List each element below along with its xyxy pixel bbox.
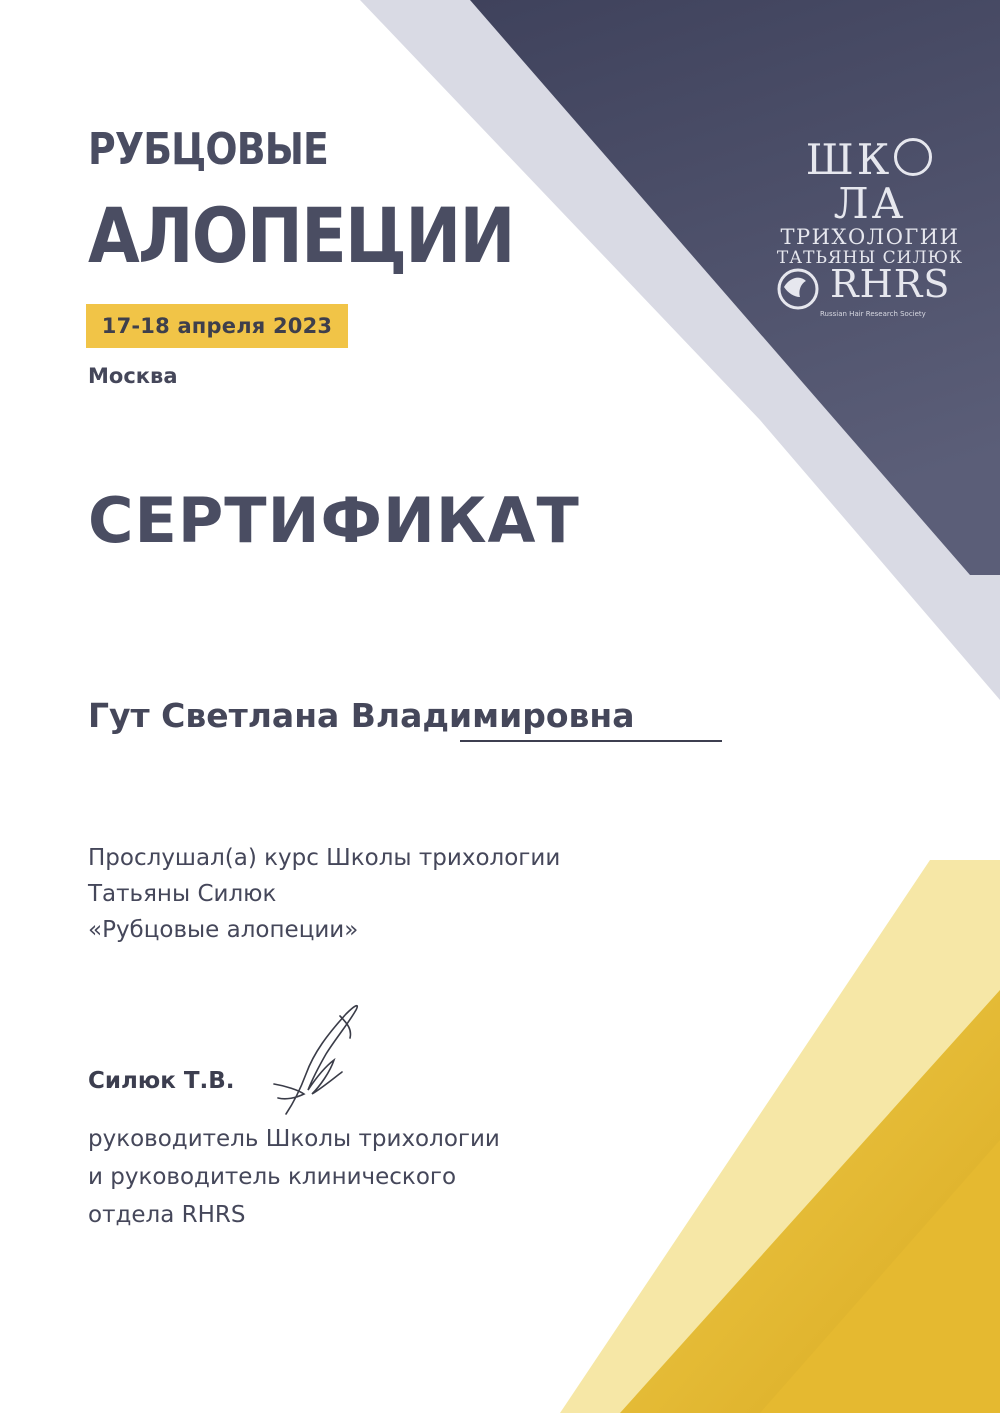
handwritten-signature (256, 994, 376, 1124)
course-line: Прослушал(а) курс Школы трихологии (88, 845, 561, 871)
recipient-underline (460, 740, 722, 742)
course-line: Татьяны Силюк (88, 881, 277, 907)
event-title-line2: АЛОПЕЦИИ (88, 191, 514, 280)
event-date-badge: 17-18 апреля 2023 (86, 304, 348, 348)
signer-role-line: отдела RHRS (88, 1202, 246, 1228)
school-logo-line3: ТАТЬЯНЫ СИЛЮК (776, 248, 964, 269)
school-logo-text-a: ШК (805, 135, 893, 184)
certificate-title: СЕРТИФИКАТ (88, 484, 580, 557)
school-logo-line2: ТРИХОЛОГИИ (780, 225, 960, 250)
signer-name: Силюк Т.В. (88, 1068, 235, 1094)
school-logo (770, 135, 970, 269)
recipient-name: Гут Светлана Владимировна (88, 696, 635, 735)
signer-role-line: и руководитель клинического (88, 1164, 457, 1190)
rhrs-logo-tagline: Russian Hair Research Society (820, 310, 926, 318)
event-title (88, 124, 572, 280)
event-city: Москва (88, 364, 178, 388)
horse-emblem-icon (894, 138, 932, 176)
signer-role (88, 1120, 500, 1234)
rhrs-logo-text: RHRS (830, 262, 951, 306)
school-logo-text-b: ЛА (833, 179, 907, 229)
course-line: «Рубцовые алопеции» (88, 917, 359, 943)
event-title-line1: РУБЦОВЫЕ (88, 124, 329, 175)
globe-icon (776, 267, 820, 311)
course-description (88, 840, 560, 948)
signer-role-line: руководитель Школы трихологии (88, 1126, 500, 1152)
